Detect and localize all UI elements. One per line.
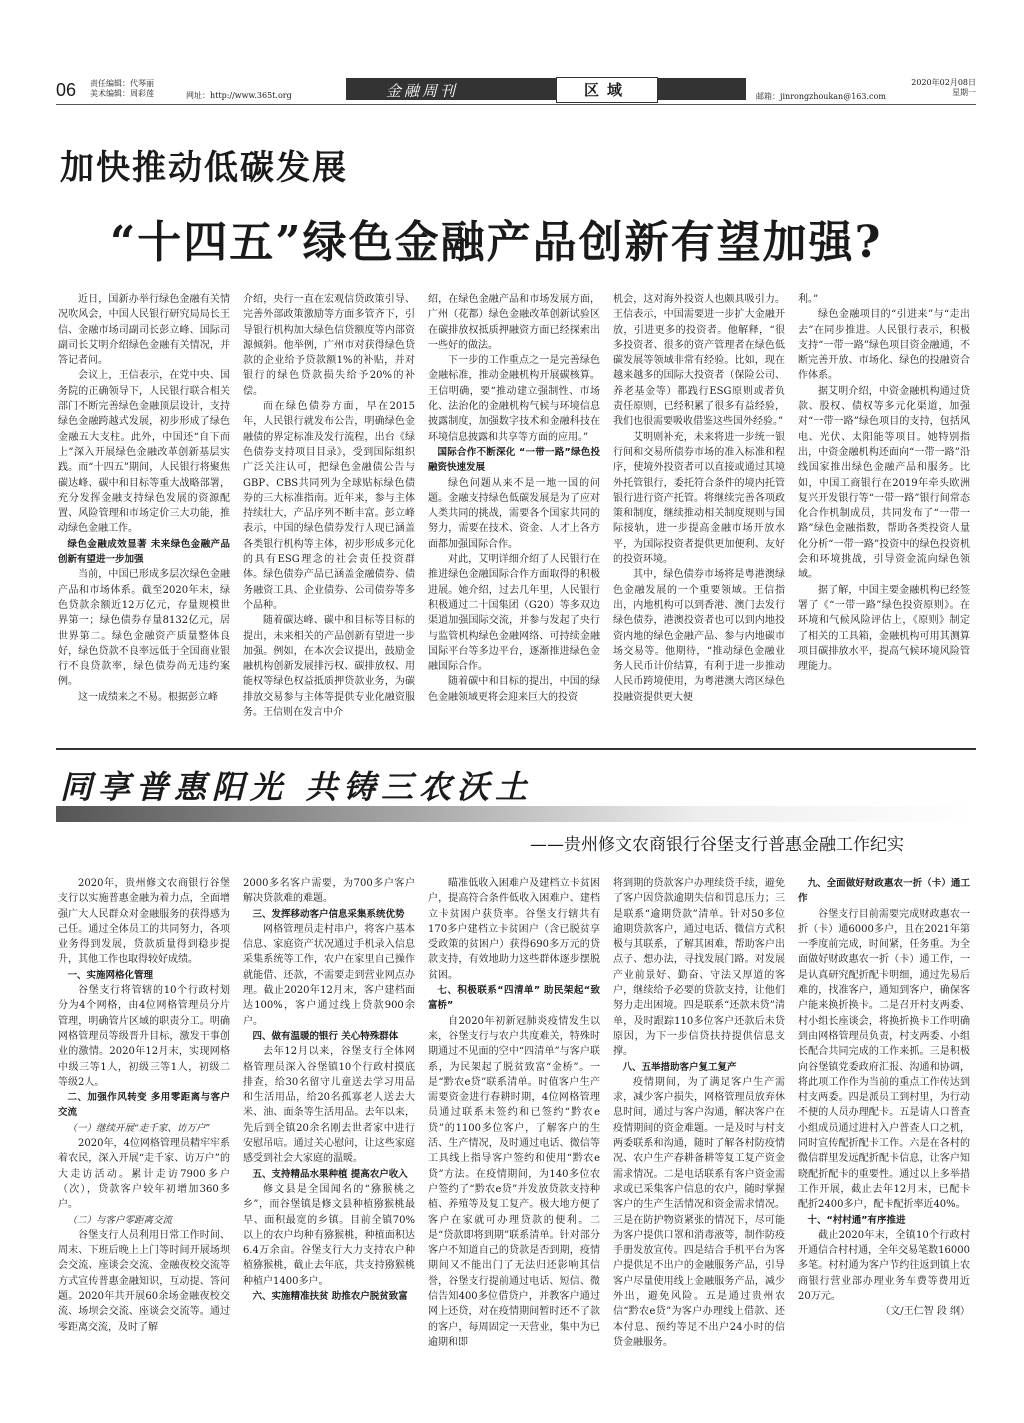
subheading: 二、加强作风转变 多用零距离与客户交流 — [58, 1092, 230, 1119]
article2-col2 — [243, 876, 415, 1304]
article1-col3 — [428, 292, 600, 705]
paragraph: 瞄准低收入困难户及建档立卡贫困户，提高符合条件低收入困难户、建档立卡贫困户获贷率。谷堡支行辖共有170多户建档立卡贫困户（含已脱贫享受政策的贫困户）获得690多万元的贷款支持，有效地助力这些群体逐步摆脱贫困。 — [428, 878, 600, 981]
paragraph: 网格管理员走村串户，将客户基本信息、家庭资产状况通过手机录入信息采集系统等工作，农户在家里自己操作就能借、还款，不需要走到营业网点办理。截止2020年12月末，客户建档面达100%，客户通过线上贷款900余户。 — [243, 923, 415, 1027]
editor-credits — [90, 79, 154, 99]
masthead-banner — [346, 78, 746, 100]
paragraph: 2000多名客户需要，为700多户客户解决贷款难的难题。 — [243, 878, 415, 905]
paragraph: 当前，中国已形成多层次绿色金融产品和市场体系。截至2020年末，绿色贷款余额近12万亿元，存量规模世界第一；绿色债券存量8132亿元，居世界第二。绿色金融资产质量整体良好，绿色贷款不良率远低于全国商业银行不良贷款率，绿色债券尚无违约案例。 — [58, 569, 230, 688]
issue-date — [911, 78, 976, 98]
article1-kicker: 加快推动低碳发展 — [60, 148, 348, 188]
subheading: 一、实施网格化管理 — [67, 969, 154, 981]
paragraph: 2020年，贵州修文农商银行谷堡支行以实施普惠金融为着力点，全面增强广大人民群众对金融服务的获得感为己任。通过全体员工的共同努力，各项业务得到发展，贷款质量得到稳步提升，其他工作也取得较好成绩。 — [58, 878, 230, 966]
paragraph: 绍，在绿色金融产品和市场发展方面，广州（花都）绿色金融改革创新试验区在碳排放权抵质押融资方面已经探索出一些好的做法。 — [428, 294, 600, 351]
paragraph: 而在绿色债券方面，早在2015年，人民银行就发布公告，明确绿色金融债的界定标准及发行流程，出台《绿色债券支持项目目录》，受到国际组织广泛关注认可，把绿色金融债公告与GBP、CBS共同列为全球贴标绿色债券的三大标准指南。近年来，参与主体持续壮大，产品序列不断丰富。彭立峰表示，中国的绿色债券发行人现已涵盖各类银行机构等主体，初步形成多元化的具有ESG理念的社会责任投资群体。绿色债券产品已涵盖金融债券、债务融资工具、企业债券、公司债券等多个品种。 — [243, 401, 415, 611]
paragraph: 自2020年初新冠肺炎疫情发生以来，谷堡支行与农户共度难关，特殊时期通过不见面的空中“四清单”与客户联系，为民架起了脱贫致富“金桥”。一是“黔农e贷”联系清单。时值客户生产需要资金进行春耕时期，4位网格管理员通过联系未签约和已签约“黔农e贷”的1100多位客户，了解客户的生活、生产情况，及时通过电话、微信等工具线上指导客户签约和使用“黔农e贷”方法。在疫情期间，为140多位农户签约了“黔农e贷”并发放贷款支持种植、养殖等及复工复产。极大地方便了客户在家就可办理贷款的便利。二是“贷款即将到期”联系清单。针对部分客户不知道自己的贷款是否到期，疫情期间又不能出门了无法归还影响其信誉，谷堡支行提前通过电话、短信、微信告知400多位借贷户，并教客户通过网上还贷，对在疫情期间暂时还不了款的客户，每周固定一天营业，集中为已逾期和即 — [428, 1015, 600, 1348]
subheading: 八、五举措助客户复工复产 — [622, 1061, 737, 1073]
byline: （文/王仁智 段 纲） — [880, 1306, 970, 1318]
minor-subheading: （一）继续开展“走千家、访万户” — [67, 1122, 211, 1134]
subheading: 四、做有温暖的银行 关心特殊群体 — [252, 1030, 399, 1042]
paragraph: 对此，艾明详细介绍了人民银行在推进绿色金融国际合作方面取得的积极进展。她介绍，过去几年里，人民银行积极通过二十国集团（G20）等多双边渠道加强国际交流，并参与发起了央行与监管机构绿色金融网络、可持续金融国际平台等多边平台，逐渐推进绿色金融国际合作。 — [428, 554, 600, 673]
website: 网址：http://www.365t.org — [186, 91, 292, 100]
paragraph: 截止2020年末，全镇10个行政村开通信合村村通，全年交易笔数16000多笔。村村通为客户节约往返到镇上农商银行营业部办理业务车费等费用近20万元。 — [798, 1229, 970, 1303]
paragraph: 据了解，中国主要金融机构已经签署了《“一带一路”绿色投资原则》。在环境和气候风险评估上，《原则》制定了相关的工具箱，金融机构可用其测算项目碳排放水平，提高气候环境风险管理能力。 — [798, 584, 970, 673]
paper-name: 金融周刊 — [386, 82, 459, 100]
minor-subheading: （二）与客户零距离交流 — [67, 1214, 173, 1226]
art-editor: 美术编辑：周彩莲 — [90, 89, 154, 98]
header-rule — [56, 104, 976, 105]
paragraph: 据艾明介绍，中资金融机构通过贷款、股权、债权等多元化渠道，加强对“一带一路”绿色项目的支持，包括风电、光伏、太阳能等项目。她特别指出，中资金融机构还面向“一带一路”沿线国家推出绿色金融产品和服务。比如，中国工商银行在2019年牵头欧洲复兴开发银行等“一带一路”银行间常态化合作机制成员，共同发布了“一带一路”绿色金融指数，帮助各类投资人量化分析“一带一路”投资中的绿色投资机会和环境挑战，引导资金流向绿色领域。 — [798, 385, 970, 581]
paragraph: 这一成绩来之不易。根据彭立峰 — [78, 691, 218, 703]
paragraph: 谷堡支行人员利用日常工作时间、周末、下班后晚上上门等时间开展场坝会交流、座谈会交流、金融夜校交流等方式宣传普惠金融知识，互动提、答问题。2020年共开展60余场金融夜校交流、场坝会交流、座谈会交流等。通过零距离交流，及时了解 — [58, 1229, 230, 1333]
subheading: 十、“村村通”有序推进 — [807, 1214, 906, 1226]
paragraph: 利。” — [798, 294, 819, 305]
page-header — [56, 78, 976, 104]
gradient-bar — [56, 806, 976, 822]
article2-col3 — [428, 876, 600, 1350]
paragraph: 会议上，王信表示，在党中央、国务院的正确领导下，人民银行联合相关部门不断完善绿色金融顶层设计，支持绿色金融跨越式发展，初步形成了绿色金融五大支柱。此外，中国还“自下而上”深入开展绿色金融改革创新基层实践。而“十四五”期间，人民银行将聚焦碳达峰、碳中和目标等重大战略部署，充分发挥金融支持绿色发展的资源配置、风险管理和市场定价三大功能，推动绿色金融工作。 — [58, 370, 230, 535]
paragraph: 将到期的贷款客户办理续贷手续，避免了客户因贷款逾期失信和罚息压力；三是联系“逾期贷款”清单。针对50多位逾期贷款客户，通过电话、微信方式积极与其联系，了解其困难，帮助客户出点子、想办法，寻找发展门路。对发展产业前景好、勤奋、守法又厚道的客户，继续给予必要的贷款支持，让他们努力走出困境。四是联系“还款未贷”清单，及时跟踪110多位客户还款后未贷原因，为下一步信贷扶持提供信息支撑。 — [613, 878, 785, 1058]
article2-col4 — [613, 876, 785, 1350]
article2-subhead: ——贵州修文农商银行谷堡支行普惠金融工作纪实 — [530, 835, 904, 855]
editor: 责任编辑：代琴丽 — [90, 79, 154, 88]
paragraph: 谷堡支行目前需要完成财政惠农一折（卡）通6000多户，且在2021年第一季度前完成，时间紧，任务重。为全面做好财政惠农一折（卡）通工作，一是认真研究配折配卡明细，通过先易后难的，找准客户，通知到客户，确保客户能来换折换卡。二是召开村支两委、村小组长座谈会，将换折换卡工作明确到由网格管理员负责，村支两委、小组长配合共同完成的工作来抓。三是积极向谷堡镇党委政府汇报、沟通和协调，将此项工作作为当前的重点工作传达到村支两委。四是派员工到村里，为行动不便的人员办理配卡。五是请人口普查小组成员通过进村入户普查人口之机，同时宣传配折配卡工作。六是在各村的微信群里发远配折配卡信息，让客户知晓配折配卡的重要性。通过以上多举措工作开展，截止去年12月末，已配卡配折2400多户，配卡配折率近40%。 — [798, 908, 970, 1211]
subheading: 六、实施精准扶贫 助推农户脱贫致富 — [252, 1291, 408, 1303]
paragraph: 随着碳中和目标的提出，中国的绿色金融领域更将会迎来巨大的投资 — [428, 676, 600, 703]
subheading: 五、支持精品水果种植 提高农户收入 — [252, 1168, 408, 1180]
article1-col4 — [613, 292, 785, 705]
article1-col1 — [58, 292, 230, 705]
subheading: 绿色金融成效显著 未来绿色金融产品创新有望进一步加强 — [58, 538, 230, 566]
subheading: 九、全面做好财政惠农一折（卡）通工作 — [798, 878, 970, 905]
subheading: 国际合作不断深化 “一带一路”绿色投融资快速发展 — [428, 446, 600, 474]
subheading: 七、积极联系“四清单” 助民架起“致富桥” — [428, 985, 600, 1012]
paragraph: 疫情期间，为了满足客户生产需求，减少客户损失，网格管理员放弃休息时间，通过与客户沟通，解决客户在疫情期间的资金难题。一是及时与村支两委联系和沟通，随时了解各村防疫情况、农户生产春耕备耕等复工复产资金需求情况。二是电话联系有客户资金需求或已采集客户信息的农户，随时掌握客户的生产生活情况和资金需求情况。三是在防护物资紧张的情况下，尽可能为客户提供口罩和消毒液等，制作防疫手册发放宣传。四是结合手机平台为客户提供足不出户的金融服务产品，引导客户尽量使用线上金融服务产品，减少外出，避免风险。五是通过贵州农信“黔农e贷”为客户办理线上借款、还本付息、预约等足不出户24小时的信贷金融服务。 — [613, 1076, 785, 1348]
article1-headline: “十四五”绿色金融产品创新有望加强? — [110, 217, 883, 268]
article2-headline: 同享普惠阳光 共铸三农沃土 — [60, 768, 534, 806]
paragraph: 其中，绿色债券市场将是粤港澳绿色金融发展的一个重要领域。王信指出，内地机构可以到香港、澳门去发行绿色债券，港澳投资者也可以到内地投资内地的绿色金融产品、参与内地碳市场交易等。他期待，“推动绿色金融业务人民币计价结算，有利于进一步推动人民币跨境使用，为粤港澳大湾区绿色投融资提供更大便 — [613, 569, 785, 703]
paragraph: 近日，国新办举行绿色金融有关情况吹风会，中国人民银行研究局局长王信、金融市场司副司长彭立峰、国际司副司长艾明介绍绿色金融有关情况，并答记者问。 — [58, 294, 230, 367]
paragraph: 介绍，央行一直在宏观信贷政策引导、完善外部政策激励等方面多管齐下，引导银行机构加大绿色信贷额度等内部资源倾斜。他举例，广州市对获得绿色贷款的企业给予贷款额1%的补贴，并对银行的绿色贷款损失给予20%的补偿。 — [243, 294, 415, 397]
email: 邮箱：jinrongzhoukan@163.com — [756, 92, 886, 101]
paragraph: 下一步的工作重点之一是完善绿色金融标准，推动金融机构开展碳核算。王信明确，要“推动建立强制性、市场化、法治化的金融机构气候与环境信息披露制度，加强数字技术和金融科技在环境信息披露和共享等方面的应用。” — [428, 355, 600, 443]
article1-col2 — [243, 292, 415, 720]
paragraph: 修文县是全国闻名的“猕猴桃之乡”，而谷堡镇是修文县种植猕猴桃最早、面积最宽的乡镇。目前全镇70%以上的农户均种有猕猴桃，种植面积达6.4万余亩。谷堡支行大力支持农户种植猕猴桃，截止去年底，共支持猕猴桃种植户1400多户。 — [243, 1183, 415, 1287]
paragraph: 随着碳达峰、碳中和目标等目标的提出，未来相关的产品创新有望进一步加强。例如，在本次会议提出，鼓励金融机构创新发展排污权、碳排放权、用能权等绿色权益抵质押贷款业务，为碳排放交易参与主体等提供专业化融资服务。王信则在发言中介 — [243, 615, 415, 719]
section-name: 区域 — [556, 77, 658, 103]
article1-col5 — [798, 292, 970, 674]
paragraph: 谷堡支行将管辖的10个行政村划分为4个网格，由4位网格管理员分片管理，明确管片区域的职责分工。明确网格管理员等级晋升目标，激发干事创业的激情。2020年12月末，实现网格中级三等1人，初级三等1人，初级二等级2人。 — [58, 985, 230, 1088]
paragraph: 艾明则补充，未来将进一步统一银行间和交易所债券市场的准入标准和程序，使境外投资者可以直接或通过其境外托管银行，委托符合条件的境内托管银行进行资产托管。将继续完善各项政策和制度，继续推动相关制度规则与国际接轨，进一步提高金融市场开放水平，为国际投资者提供更加便利、友好的投资环境。 — [613, 431, 785, 566]
page-number: 06 — [56, 80, 77, 100]
date-text: 2020年02月08日 — [911, 78, 976, 87]
paragraph: 去年12月以来，谷堡支行全体网格管理员深入谷堡镇10个行政村摸底排查，给30名留守儿童送去学习用品和生活用品，给20名孤寡老人送去大米、油、面条等生活用品。去年以来，先后到全镇20余名刚去世者家中进行安慰吊唁。通过关心慰问，让这些家庭感受到社会大家庭的温暖。 — [243, 1046, 415, 1165]
subheading: 三、发挥移动客户信息采集系统优势 — [252, 908, 405, 920]
paragraph: 绿色问题从来不是一地一国的问题。金融支持绿色低碳发展是为了应对人类共同的挑战，需要各个国家共同的努力，需要在技术、资金、人才上各方面都加强国际合作。 — [428, 477, 600, 550]
paragraph: 绿色金融项目的“引进来”与“走出去”在同步推进。人民银行表示，积极支持“一带一路”绿色项目资金融通，不断完善开放、市场化、绿色的投融资合作体系。 — [798, 309, 970, 382]
section-divider — [56, 748, 976, 750]
paragraph: 2020年，4位网格管理员精牢牢系着农民，深入开展“走千家、访万户”的大走访活动。累计走访7900多户（次），贷款客户较年初增加360多户。 — [58, 1138, 230, 1211]
article2-col1 — [58, 876, 230, 1335]
article2-col5 — [798, 876, 970, 1320]
paragraph: 机会，这对海外投资人也颇具吸引力。王信表示，中国需要进一步扩大金融开放，引进更多的投资者。他解释，“很多投资者、很多的资产管理者在绿色低碳发展等领域非常有经验。比如，现在越来越多的国际大投资者（保险公司、养老基金等）都践行ESG原则或者负责任原则，已经积累了很多有益经验，我们也很需要吸收借鉴这些国外经验。” — [613, 294, 785, 428]
weekday-text: 星期一 — [952, 88, 976, 97]
